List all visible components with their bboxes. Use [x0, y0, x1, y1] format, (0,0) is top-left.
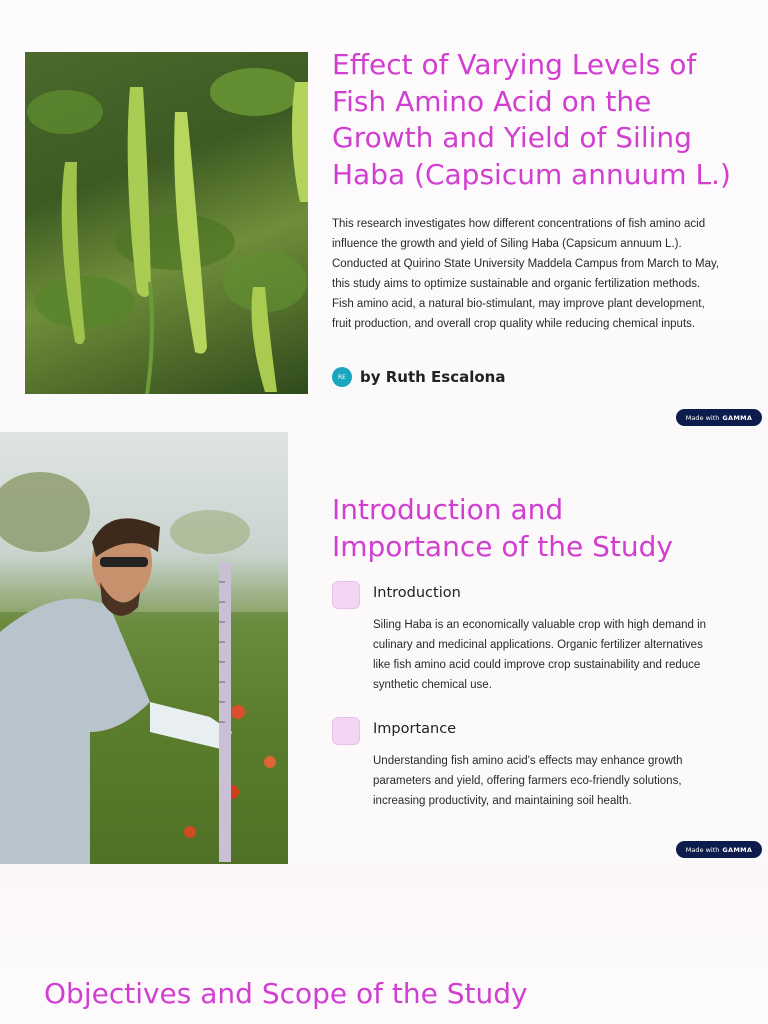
study-description: This research investigates how different concentrations of fish amino acid influence the growth and yield of Siling Haba (Capsicum annuum L.). Conducted at Quirino State University Maddela Campus from March to May, this study aims to optimize sustainable and organic fertilization methods. Fish amino acid, a natural bio-stimulant, may improve plant development, fruit production, and overall crop quality while reducing chemical inputs. [332, 218, 720, 330]
badge-brand: GAMMA [722, 845, 753, 854]
introduction-icon [332, 581, 360, 609]
slide-title-heading: Effect of Varying Levels of Fish Amino Acid on the Growth and Yield of Siling Haba (Capsicum annuum L.) [332, 48, 731, 191]
introduction-item-text: Siling Haba is an economically valuable crop with high demand in culinary and medicinal applications. Organic fertilizer alternatives like fish amino acid could improve crop sustainability and reduce synthetic chemical use. [373, 619, 707, 691]
made-with-gamma-badge[interactable] [676, 409, 762, 426]
introduction-item-heading: Introduction [373, 585, 461, 601]
chili-plant-illustration [25, 52, 308, 394]
importance-icon [332, 717, 360, 745]
slide-introduction [0, 432, 768, 864]
importance-item-text: Understanding fish amino acid's effects may enhance growth parameters and yield, offering farmers eco-friendly solutions, increasing productivity, and maintaining soil health. [373, 755, 683, 807]
importance-item-heading: Importance [373, 721, 457, 737]
researcher-illustration [0, 432, 288, 864]
author-name: by Ruth Escalona [360, 368, 506, 386]
made-with-gamma-badge[interactable] [676, 841, 762, 858]
slide-objectives [0, 864, 768, 1024]
badge-prefix: Made with [685, 413, 720, 422]
objectives-heading: Objectives and Scope of the Study [44, 977, 528, 1010]
badge-prefix: Made with [685, 845, 720, 854]
badge-brand: GAMMA [722, 413, 753, 422]
author-avatar: RE [332, 367, 352, 387]
chili-plant-photo [25, 52, 308, 394]
introduction-heading: Introduction and Importance of the Study [332, 493, 673, 563]
researcher-measuring-plant-photo [0, 432, 288, 864]
slide-title [0, 0, 768, 432]
author-byline [332, 367, 505, 387]
